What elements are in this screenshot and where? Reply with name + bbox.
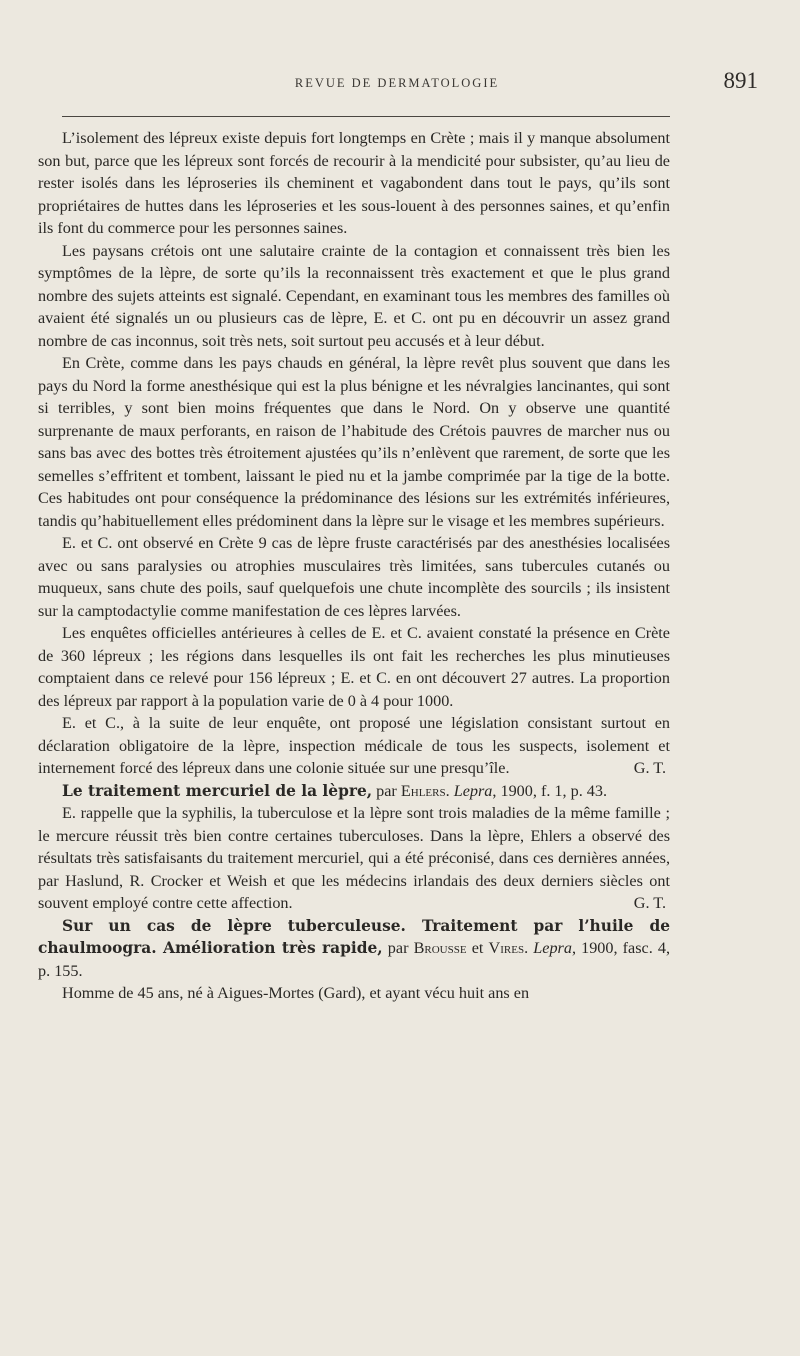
article-title: Sur un cas de lèpre tuberculeuse. Traitement par l’huile de chaulmoogra. Amélioration très rapide,	[38, 916, 670, 957]
reference: , 1900, fasc. 4, p. 155.	[38, 939, 671, 980]
paragraph-text: E. et C., à la suite de leur enquête, ont proposé une législation consistant surtout en déclaration obligatoire de la lèpre, inspection médicale de tous les suspects, isolement et internement forcé des lépreux dans une colonie située sur une presqu’île.	[38, 714, 670, 777]
paragraph: Les paysans crétois ont une salutaire crainte de la contagion et connaissent très bien les symptômes de la lèpre, de sorte qu’ils la reconnaissent très exactement et que le plus grand nombre des sujets atteints est signalé. Cependant, en examinant tous les membres des familles où avaient été signalés un ou plusieurs cas de lèpre, E. et C. ont pu en découvrir un assez grand nombre de cas inconnus, soit très nets, soit surtout peu accusés et à leur début.	[38, 241, 670, 350]
signature: G. T.	[633, 894, 666, 912]
paragraph: En Crète, comme dans les pays chauds en général, la lèpre revêt plus souvent que dans les pays du Nord la forme anesthésique qui est la plus bénigne et les névralgies lancinantes, qui sont si terribles, y sont bien moins fréquentes que dans le Nord. On y observe une quantité surprenante de maux perforants, en raison de l’habitude des Crétois pauvres de marcher nus ou sans bas avec des bottes très étroitement ajustées qu’ils n’enlèvent que rarement, de sorte que les semelles s’effritent et tombent, laissant le pied nu et la jambe comprimée par la tige de la botte. Ces habitudes ont pour conséquence la prédominance des lésions sur les extrémités inférieures, tandis qu’habituellement elles prédominent dans la lèpre sur le visage et les membres supérieurs.	[38, 354, 670, 530]
journal-ref: Lepra	[533, 939, 572, 957]
article-title: Le traitement mercuriel de la lèpre,	[62, 781, 373, 800]
paragraph	[38, 802, 670, 915]
reference: , 1900, f. 1, p. 43.	[492, 781, 608, 800]
journal-title: REVUE DE DERMATOLOGIE	[294, 76, 500, 90]
and-word: et	[466, 939, 489, 957]
ref-sep: .	[524, 939, 534, 957]
paragraph-text: E. rappelle que la syphilis, la tuberculose et la lèpre sont trois maladies de la même famille ; le mercure réussit très bien contre certaines tuberculoses. Dans la lèpre, Ehlers a observé des résultats très satisfaisants du traitement mercuriel, qui a été préconisé, dans ces dernières années, par Haslund, R. Crocker et Weish et que les médecins irlandais des deux derniers siècles ont souvent employé contre cette affection.	[38, 804, 670, 912]
author: Ehlers	[400, 781, 446, 800]
article-heading	[38, 915, 670, 983]
author: Vires	[488, 939, 525, 957]
by-word: par	[382, 939, 414, 957]
paragraph: Les enquêtes officielles antérieures à celles de E. et C. avaient constaté la présence en Crète de 360 lépreux ; les régions dans lesquelles ils ont fait les recherches les plus minutieuses comptaient dans ce relevé pour 156 lépreux ; E. et C. en ont découvert 27 autres. La proportion des lépreux par rapport à la population varie de 0 à 4 pour 1000.	[38, 624, 670, 710]
by-word: par	[372, 781, 401, 800]
header-rule	[62, 116, 670, 117]
paragraph: Homme de 45 ans, né à Aigues-Mortes (Gard), et ayant vécu huit ans en	[62, 984, 530, 1002]
page-number: 891	[723, 68, 758, 93]
paragraph: E. et C. ont observé en Crète 9 cas de lèpre fruste caractérisés par des anesthésies localisées avec ou sans paralysies ou atrophies musculaires très limitées, sans tubercules cutanés ou muqueux, sans chute des poils, sauf quelquefois une chute incomplète des sourcils ; ils insistent sur la camptodactylie comme manifestation de ces lèpres larvées.	[38, 534, 670, 620]
author: Brousse	[413, 939, 467, 957]
article-heading	[38, 780, 670, 803]
paragraph: L’isolement des lépreux existe depuis fort longtemps en Crète ; mais il y manque absolument son but, parce que les lépreux sont forcés de recourir à la mendicité pour subsister, qu’au lieu de rester isolés dans les léproseries ils cheminent et vagabondent dans tout le pays, qu’ils sont propriétaires de huttes dans les léproseries et les sous-louent à des personnes saines, et qu’enfin ils font du commerce pour les personnes saines.	[38, 129, 670, 237]
signature: G. T.	[633, 759, 666, 777]
ref-sep: .	[445, 781, 454, 800]
journal-ref: Lepra	[453, 781, 493, 800]
paragraph	[38, 712, 670, 780]
running-head	[30, 68, 764, 102]
body-text	[38, 127, 670, 1005]
